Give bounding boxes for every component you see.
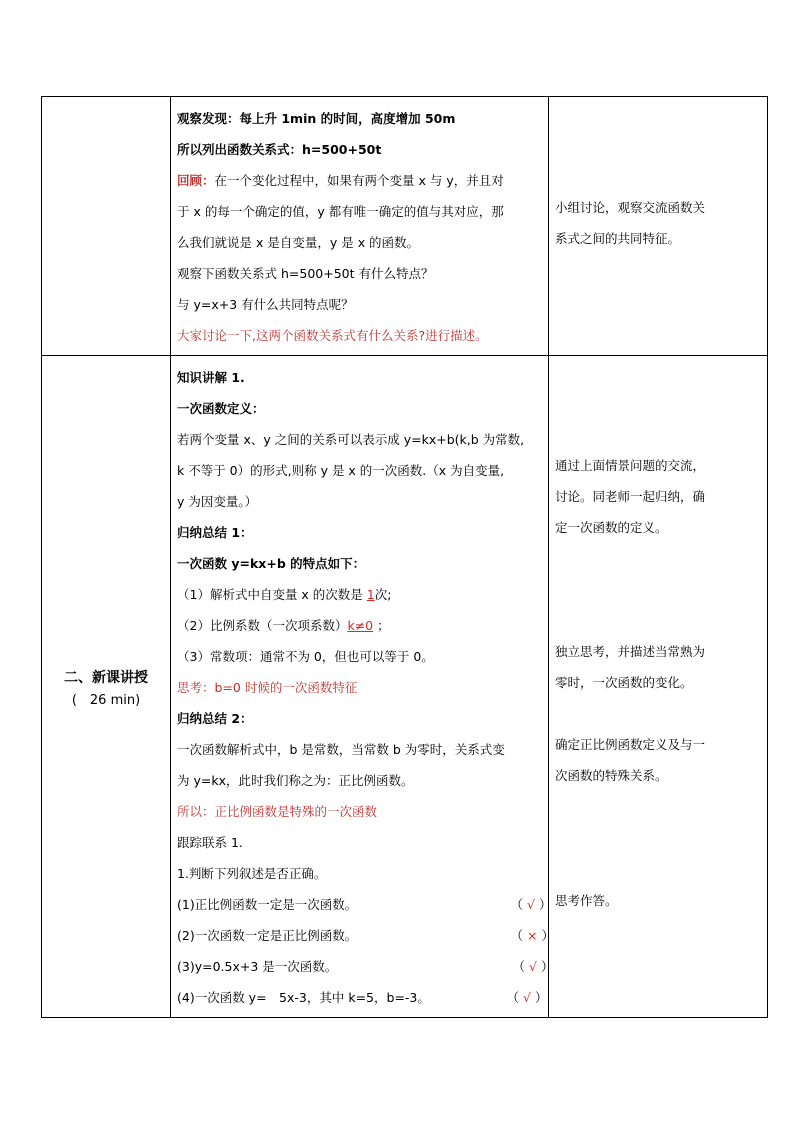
paren: ） <box>534 990 548 1005</box>
review-text: 在一个变化过程中，如果有两个变量 x 与 y，并且对 <box>214 173 504 188</box>
practice-item-text: (3)y=0.5x+3 是一次函数。 <box>177 959 338 974</box>
feature-1-text: （1）解析式中自变量 x 的次数是 <box>177 587 363 602</box>
definition-text: y 为因变量。） <box>177 494 258 509</box>
activity-note: 次函数的特殊关系。 <box>555 768 668 783</box>
paren: （ <box>510 897 524 912</box>
content-cell <box>171 97 549 356</box>
conclusion-text: 所以：正比例函数是特殊的一次函数 <box>177 804 378 819</box>
activity-note: 讨论。同老师一起归纳，确 <box>555 489 706 504</box>
feature-2-answer: k≠0 <box>347 618 374 633</box>
feature-3-text: （3）常数项：通常不为 0，但也可以等于 0。 <box>177 649 434 664</box>
definition-text: 若两个变量 x、y 之间的关系可以表示成 y=kx+b(k,b 为常数, <box>177 432 525 447</box>
activity-note: 零时，一次函数的变化。 <box>555 675 693 690</box>
section-cell <box>42 356 171 1018</box>
definition-text: k 不等于 0）的形式,则称 y 是 x 的一次函数.（x 为自变量, <box>177 463 505 478</box>
activity-cell <box>549 97 768 356</box>
check-mark-icon: √ <box>529 959 537 974</box>
activity-note: 独立思考，并描述当常熟为 <box>555 644 706 659</box>
discussion-prompt: 大家讨论一下,这两个函数关系式有什么关系?进行描述。 <box>177 328 488 343</box>
practice-item-text: (2)一次函数一定是正比例函数。 <box>177 928 358 943</box>
question-text-1: 观察下函数关系式 h=500+50t 有什么特点？ <box>177 266 434 281</box>
review-text-3: 么我们就说是 x 是自变量，y 是 x 的函数。 <box>177 235 420 250</box>
formula-text: 所以列出函数关系式：h=500+50t <box>177 142 382 157</box>
feature-1-answer: 1 <box>366 587 375 602</box>
activity-note: 通过上面情景问题的交流， <box>555 458 706 473</box>
activity-note: 系式之间的共同特征。 <box>555 231 681 246</box>
features-heading: 一次函数 y=kx+b 的特点如下： <box>177 556 366 571</box>
section-cell-empty <box>42 97 171 356</box>
cross-mark-icon: × <box>527 928 538 943</box>
practice-item-text: (1)正比例函数一定是一次函数。 <box>177 897 358 912</box>
paren: （ <box>512 959 526 974</box>
feature-1-suffix: 次; <box>374 587 392 602</box>
think-text: 思考：b=0 时候的一次函数特征 <box>177 680 358 695</box>
practice-item <box>177 889 552 920</box>
activity-cell <box>549 356 768 1018</box>
practice-item <box>177 951 554 982</box>
paren: ） <box>538 897 552 912</box>
activity-note: 确定正比例函数定义及与一 <box>555 737 706 752</box>
observation-text: 观察发现：每上升 1min 的时间，高度增加 50m <box>177 111 456 126</box>
table-row <box>42 97 768 356</box>
activity-note: 小组讨论，观察交流函数关 <box>555 200 706 215</box>
question-text-2: 与 y=x+3 有什么共同特点呢？ <box>177 297 354 312</box>
practice-item <box>177 920 554 951</box>
section-title: 二、新课讲授 <box>64 669 148 686</box>
activity-note: 思考作答。 <box>555 893 618 908</box>
section-time: ( 26 min) <box>71 692 141 708</box>
paren: ） <box>540 959 554 974</box>
paren: ） <box>541 928 554 943</box>
review-text-2: 于 x 的每一个确定的值，y 都有唯一确定的值与其对应，那 <box>177 204 504 219</box>
summary-heading-1: 归纳总结 1： <box>177 525 253 540</box>
summary-heading-2: 归纳总结 2： <box>177 711 253 726</box>
practice-instruction: 1.判断下列叙述是否正确。 <box>177 866 327 881</box>
feature-2-text: （2）比例系数（一次项系数） <box>177 618 348 633</box>
summary-text: 为 y=kx，此时我们称之为：正比例函数。 <box>177 773 414 788</box>
definition-heading: 一次函数定义： <box>177 401 265 416</box>
content-cell <box>171 356 554 1018</box>
paren: （ <box>506 990 520 1005</box>
practice-item <box>177 982 548 1013</box>
paren: （ <box>510 928 524 943</box>
check-mark-icon: √ <box>523 990 531 1005</box>
summary-text: 一次函数解析式中，b 是常数，当常数 b 为零时，关系式变 <box>177 742 505 757</box>
feature-2-suffix: ； <box>377 618 390 633</box>
practice-item-text: (4)一次函数 y= 5x-3，其中 k=5，b=-3。 <box>177 990 430 1005</box>
practice-heading: 跟踪联系 1. <box>177 835 243 850</box>
check-mark-icon: √ <box>527 897 535 912</box>
activity-note: 定一次函数的定义。 <box>555 520 668 535</box>
review-label: 回顾： <box>177 173 215 188</box>
knowledge-heading: 知识讲解 1. <box>177 370 245 385</box>
lesson-plan-table <box>41 96 768 1018</box>
table-row <box>42 356 768 1018</box>
